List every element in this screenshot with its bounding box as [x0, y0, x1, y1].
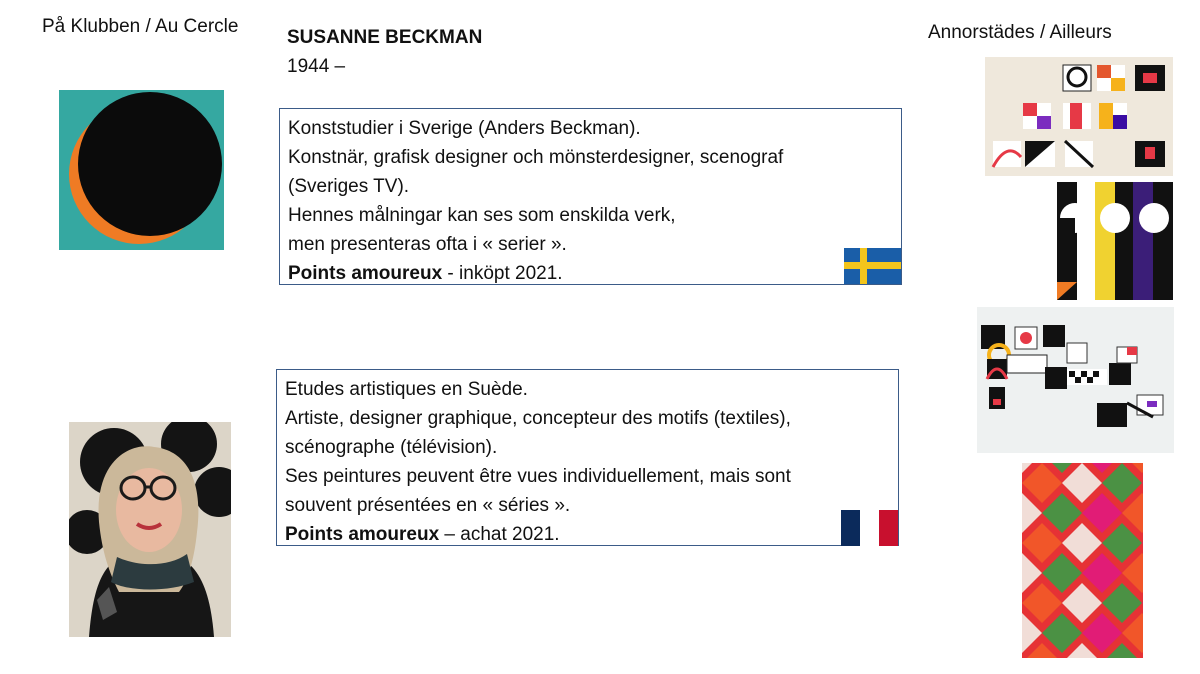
club-artwork-image [59, 90, 224, 250]
bio-line: souvent présentées en « séries ». [285, 495, 571, 516]
exhibition-wall-image [985, 57, 1173, 176]
bio-line: Hennes målningar kan ses som enskilda verk, [288, 205, 676, 226]
artist-years: 1944 – [287, 56, 346, 77]
bio-line: men presenteras ofta i « serier ». [288, 234, 567, 255]
elsewhere-heading: Annorstädes / Ailleurs [928, 22, 1112, 43]
artist-portrait-image [69, 422, 231, 637]
bio-line: Artiste, designer graphique, concepteur des motifs (textiles), [285, 408, 791, 429]
acquisition-note: - inköpt 2021. [442, 263, 563, 284]
diamond-pattern-painting-image [1022, 463, 1143, 658]
artwork-title: Points amoureux [288, 263, 443, 284]
exhibition-installation-image [977, 307, 1174, 453]
bio-line: Konstnär, grafisk designer och mönsterdesigner, scenograf [288, 147, 784, 168]
swedish-flag-icon [844, 248, 901, 284]
french-flag-icon [841, 510, 898, 546]
acquisition-note: – achat 2021. [439, 524, 560, 545]
bio-highlight [285, 520, 890, 549]
club-heading: På Klubben / Au Cercle [42, 16, 239, 37]
bio-line: (Sveriges TV). [288, 176, 410, 197]
bio-line: Etudes artistiques en Suède. [285, 379, 528, 400]
artist-name: SUSANNE BECKMAN [287, 27, 483, 48]
bio-french [276, 369, 899, 546]
stripe-circles-painting-image [1057, 182, 1173, 300]
bio-line: scénographe (télévision). [285, 437, 498, 458]
bio-highlight [288, 259, 893, 288]
artwork-title: Points amoureux [285, 524, 440, 545]
bio-swedish [279, 108, 902, 285]
bio-line: Ses peintures peuvent être vues individuellement, mais sont [285, 466, 791, 487]
bio-line: Konststudier i Sverige (Anders Beckman). [288, 118, 641, 139]
